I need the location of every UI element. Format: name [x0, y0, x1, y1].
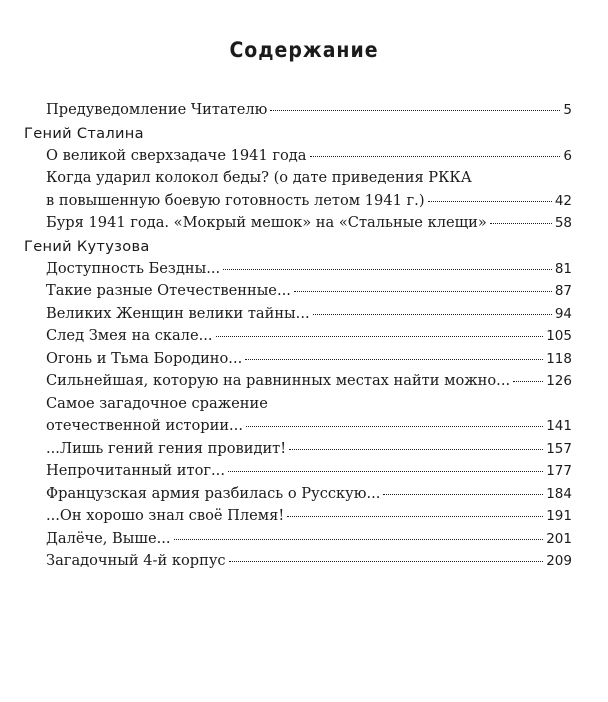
toc-page-number: 184 [546, 485, 572, 502]
toc-page-number: 81 [554, 260, 572, 277]
toc-entry-label: Далёче, Выше... [46, 529, 171, 547]
toc-entry[interactable] [46, 145, 572, 168]
dot-leader [513, 381, 543, 382]
toc-entry-label: Загадочный 4-й корпус [46, 552, 226, 569]
dot-leader [289, 449, 543, 450]
toc-entry[interactable] [46, 370, 572, 393]
toc-page-number: 105 [546, 328, 572, 344]
toc-page-number: 157 [546, 440, 572, 457]
toc-page-number: 209 [546, 553, 572, 569]
toc-page-number: 118 [546, 350, 572, 367]
table-of-contents [24, 99, 572, 573]
toc-entry[interactable] [46, 280, 572, 303]
toc-entry[interactable] [46, 550, 572, 573]
toc-entry[interactable] [46, 258, 572, 281]
dot-leader [287, 516, 543, 517]
toc-entry-label: ...Он хорошо знал своё Племя! [46, 507, 285, 524]
toc-page-number: 177 [546, 463, 572, 479]
section-heading-stalin: Гений Сталина [24, 124, 144, 142]
toc-entry[interactable] [46, 303, 572, 326]
toc-entry-label: Доступность Бездны... [46, 259, 221, 277]
toc-entry-label: След Змея на скале... [46, 327, 213, 344]
toc-entry-preface[interactable] [46, 99, 572, 122]
toc-entry-label: О великой сверхзадаче 1941 года [46, 146, 307, 164]
toc-entry[interactable] [46, 460, 572, 483]
toc-entry[interactable] [46, 528, 572, 551]
toc-entry-label: Великих Женщин велики тайны... [46, 304, 310, 322]
dot-leader [174, 539, 544, 540]
dot-leader [229, 561, 544, 562]
section-heading-kutuzov: Гений Кутузова [24, 237, 150, 255]
dot-leader [294, 291, 552, 292]
dot-leader [246, 426, 543, 427]
toc-entry-label: Самое загадочное сражение [46, 394, 268, 412]
toc-entry-label: Такие разные Отечественные... [46, 282, 291, 299]
toc-entry[interactable] [46, 393, 572, 438]
toc-entry[interactable] [46, 483, 572, 506]
dot-leader [245, 359, 543, 360]
toc-page-number: 87 [554, 283, 572, 299]
toc-entry-label: Сильнейшая, которую на равнинных местах найти можно... [46, 372, 511, 389]
dot-leader [383, 494, 543, 495]
dot-leader [310, 156, 561, 157]
toc-entry[interactable] [46, 505, 572, 528]
toc-page-number: 6 [563, 147, 572, 164]
toc-page-number: 141 [546, 418, 572, 434]
toc-entry-label: Непрочитанный итог... [46, 462, 225, 479]
toc-entry[interactable] [46, 212, 572, 235]
toc-entry-label: Предуведомление Читателю [46, 101, 268, 118]
toc-page-number: 126 [546, 373, 572, 389]
page-title: Содержание [229, 38, 379, 62]
toc-entry-label: Когда ударил колокол беды? (о дате приведения РККА [46, 169, 472, 186]
dot-leader [428, 201, 552, 202]
toc-page-number: 201 [546, 530, 572, 547]
dot-leader [270, 110, 560, 111]
toc-entry-label: Французская армия разбилась о Русскую... [46, 484, 381, 502]
toc-entry[interactable] [46, 348, 572, 371]
toc-entry-label-continued: в повышенную боевую готовность летом 1941 г.) [46, 191, 425, 209]
toc-entry-label: ...Лишь гений гения провидит! [46, 439, 287, 457]
dot-leader [313, 314, 552, 315]
toc-page-number: 191 [546, 508, 572, 524]
dot-leader [223, 269, 552, 270]
toc-entry[interactable] [46, 325, 572, 348]
toc-page-number: 94 [554, 305, 572, 322]
toc-page-number: 42 [554, 192, 572, 209]
dot-leader [228, 471, 543, 472]
toc-entry-label: Огонь и Тьма Бородино... [46, 349, 243, 367]
dot-leader [490, 223, 552, 224]
toc-page-number: 5 [563, 102, 572, 118]
toc-entry-label-continued: отечественной истории... [46, 417, 243, 434]
toc-entry[interactable] [46, 438, 572, 461]
toc-entry-label: Буря 1941 года. «Мокрый мешок» на «Стальные клещи» [46, 214, 487, 231]
dot-leader [216, 336, 544, 337]
toc-entry[interactable] [46, 167, 572, 212]
toc-page-number: 58 [554, 215, 572, 231]
